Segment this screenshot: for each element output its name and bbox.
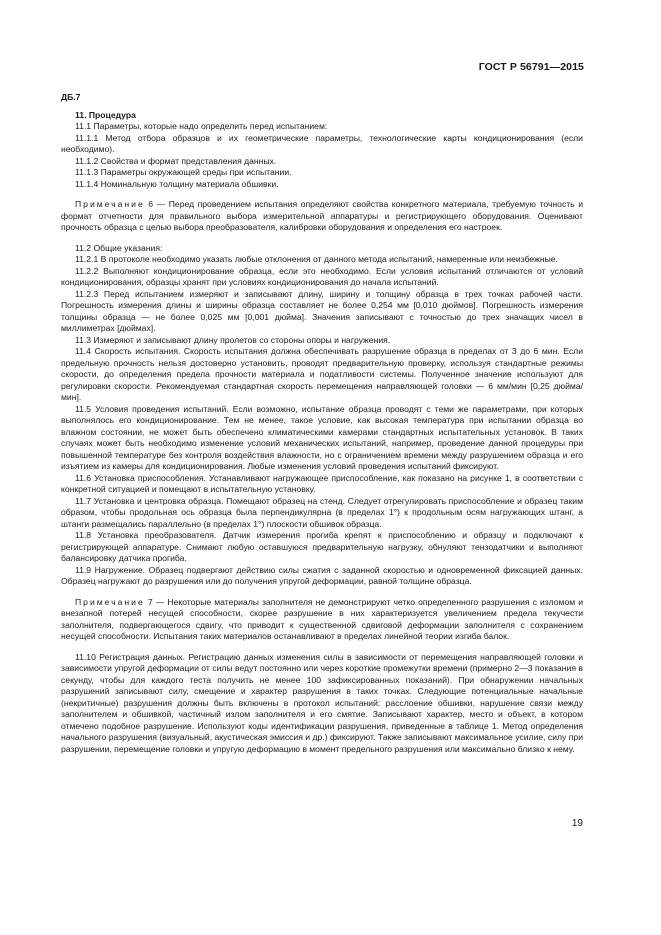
- note-text: 6 — Перед проведением испытания определяют свойства конкретного материала, требуемую точность и формат отчетности для правильного выбора измерительной аппаратуры и регистрирующего оборудования. Оценивают прочность образца с целью выбора преобразователя, калибровки оборудования и определения его настроек.: [61, 199, 583, 232]
- section-label: ДБ.7: [61, 92, 81, 102]
- section-heading: 11. Процедура: [75, 109, 136, 120]
- paragraph: 11.7 Установка и центровка образца. Помещают образец на стенд. Следует отрегулировать приспособление и образец таким образом, чтобы продольная ось образца была перпендикулярна (в пределах 1°) к продольным осям нагружающих штанг, а штанги размещались параллельно (в пределах 1°) плоскости обшивок образца.: [61, 495, 583, 529]
- paragraph: 11.2.2 Выполняют кондиционирование образца, если это необходимо. Если условия испытаний отличаются от условий кондиционирования, образцы хранят при условиях кондиционирования до начала испытаний.: [61, 265, 583, 287]
- paragraph: 11.1.4 Номинальную толщину материала обшивки.: [75, 178, 279, 189]
- paragraph: 11.3 Измеряют и записывают длину пролетов со стороны опоры и нагружения.: [75, 334, 391, 345]
- paragraph: 11.6 Установка приспособления. Устанавливают нагружающее приспособление, как показано на рисунке 1, в соответствии с конкретной ситуацией и помещают в испытательную установку.: [61, 472, 583, 494]
- note-7: [61, 597, 583, 643]
- paragraph: 11.1 Параметры, которые надо определить перед испытанием:: [75, 121, 328, 131]
- paragraph: 11.2.1 В протоколе необходимо указать любые отклонения от данного метода испытаний, намеренные или неизбежные.: [75, 254, 558, 264]
- page-number: 19: [571, 818, 583, 829]
- paragraph: 11.5 Условия проведения испытаний. Если возможно, испытание образца проводят с теми же параметрами, при которых выполнялось его кондиционирование. Тем не менее, такое условие, как высокая температура при испытании образца во влажном состоянии, не может быть обеспечено климатическими камерами стандартных испытательных установок. В таких случаях может быть необходимо изменение условий механических испытаний, например, проведение данной процедуры при повышенной температуре без контроля воздействия влажности, но с ограничением времени между разрушением образца и его изъятием из камеры для кондиционирования. Любые изменения условий проведения испытаний фиксируют.: [61, 403, 583, 471]
- document-code-header: ГОСТ Р 56791—2015: [478, 61, 584, 73]
- paragraph: 11.2 Общие указания:: [75, 242, 163, 253]
- paragraph: 11.1.1 Метод отбора образцов и их геометрические параметры, технологические карты кондиционирования (если необходимо).: [61, 132, 583, 154]
- document-body: [61, 92, 583, 755]
- paragraph: 11.9 Нагружение. Образец подвергают действию силы сжатия с заданной скоростью и одновременной фиксацией данных. Образец нагружают до разрушения или до получения упругой деформации, равной толщине образца.: [61, 564, 583, 586]
- paragraph: 11.4 Скорость испытания. Скорость испытания должна обеспечивать разрушение образца в пределах от 3 до 6 мин. Если предельную прочность нельзя достоверно установить, проводят предварительную проверку, используя стандартные режимы скорости, до определения предела прочности материала и податливости системы. Полученное значение используют для регулировки скорости. Рекомендуемая стандартная скорость перемещения направляющей головки — 6 мм/мин [0,25 дюйма/мин].: [61, 346, 583, 402]
- paragraph: 11.1.2 Свойства и формат представления данных.: [75, 155, 277, 166]
- note-6: [61, 199, 583, 234]
- note-label: Примечание: [75, 199, 145, 209]
- paragraph: 11.1.3 Параметры окружающей среды при испытании.: [75, 167, 292, 177]
- paragraph: 11.2.3 Перед испытанием измеряют и записывают длину, ширину и толщину образца в трех точках рабочей части. Погрешность измерения длины и ширины образца составляет не более 0,254 мм [0,010 дюймов]. Погрешность измерения толщины образца — не более 0,025 мм [0,001 дюйма]. Значения записывают с точностью до трех значащих чисел в миллиметрах [дюймах].: [61, 288, 583, 333]
- note-label: Примечание: [75, 596, 145, 607]
- paragraph: 11.8 Установка преобразователя. Датчик измерения прогиба крепят к приспособлению и образцу и подключают к регистрирующей аппаратуре. Снимают любую оставшуюся предварительную нагрузку, обнуляют тензодатчики и выполняют балансировку датчика прогиба.: [61, 530, 583, 563]
- note-text: 7 — Некоторые материалы заполнителя не демонстрируют четко определенного разрушения с изломом и внезапной потерей несущей способности, скорее разрушение в них характеризуется увеличением предела текучести заполнителя, подвергающегося сдвигу, что приводит к существенной сдвиговой деформации заполнителя с сохранением несущей способности. Испытания таких материалов останавливают в пределах линейной теории изгиба балок.: [61, 596, 584, 641]
- paragraph: 11.10 Регистрация данных. Регистрацию данных изменения силы в зависимости от перемещения направляющей головки и зависимости упругой деформации от силы ведут постоянно или через короткие промежутки времени (примерно 2—3 показания в секунду, чтобы для каждого теста получить не менее 100 зафиксированных показаний). При обнаружении начальных разрушений записывают силу, смещение и характер разрушения в таких точках. Следующие потенциальные начальные (некритичные) разрушения должны быть включены в протокол испытаний: расслоение обшивки, нарушение связи между заполнителем и обшивкой, частичный излом заполнителя и его смятие. Записывают характер, место и объект, в котором отмечено подобное разрушение. Используют коды идентификации разрушения, приведенные в таблице 1. Метод определения начального разрушения (визуальный, акустическая эмиссия и др.) фиксируют. Также записывают максимальное усилие, силу при разрушении, перемещение головки и упругую деформацию в момент предельного разрушения или максимально близко к нему.: [61, 651, 583, 754]
